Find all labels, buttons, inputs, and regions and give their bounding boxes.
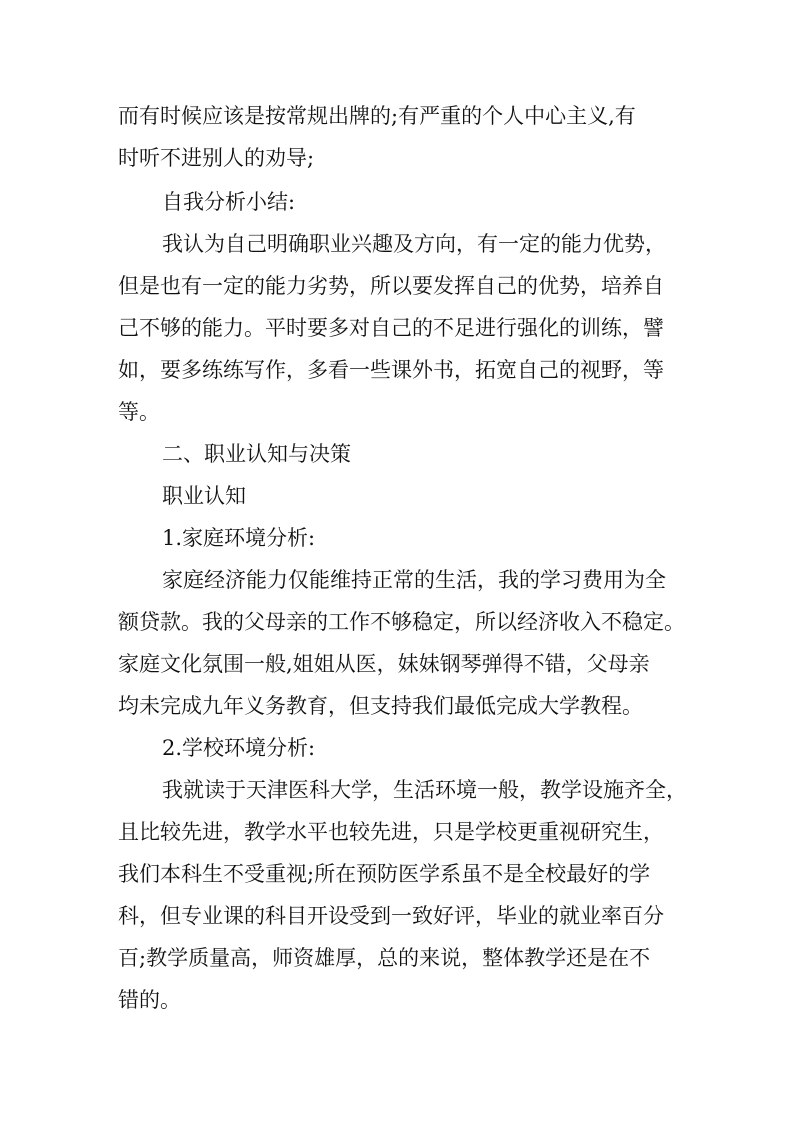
paragraph-line: 家庭文化氛围一般,姐姐从医，妹妹钢琴弹得不错，父母亲 — [118, 652, 650, 676]
paragraph-line: 额贷款。我的父母亲的工作不够稳定，所以经济收入不稳定。 — [118, 610, 685, 634]
subsection-title: 1.家庭环境分析: — [162, 526, 316, 550]
section-subheading: 职业认知 — [162, 484, 246, 508]
paragraph-line: 家庭经济能力仅能维持正常的生活，我的学习费用为全 — [162, 568, 666, 592]
text-line: 而有时候应该是按常规出牌的;有严重的个人中心主义,有 — [118, 104, 636, 128]
paragraph-line: 但是也有一定的能力劣势，所以要发挥自己的优势，培养自 — [118, 274, 664, 298]
paragraph-line: 错的。 — [118, 988, 181, 1012]
paragraph-line: 我们本科生不受重视;所在预防医学系虽不是全校最好的学 — [118, 862, 651, 886]
paragraph-line: 我认为自己明确职业兴趣及方向，有一定的能力优势， — [162, 232, 666, 256]
paragraph-line: 且比较先进，教学水平也较先进，只是学校更重视研究生， — [118, 820, 664, 844]
section-heading: 二、职业认知与决策 — [162, 442, 351, 466]
paragraph-line: 科，但专业课的科目开设受到一致好评，毕业的就业率百分 — [118, 904, 664, 928]
paragraph-line: 如，要多练练写作，多看一些课外书，拓宽自己的视野，等 — [118, 358, 664, 382]
paragraph-line: 我就读于天津医科大学，生活环境一般，教学设施齐全， — [162, 778, 687, 802]
paragraph-line: 均未完成九年义务教育，但支持我们最低完成大学教程。 — [118, 694, 643, 718]
text-line: 时听不进别人的劝导; — [118, 146, 315, 170]
section-subtitle: 自我分析小结: — [162, 190, 296, 214]
paragraph-line: 等。 — [118, 400, 160, 424]
subsection-title: 2.学校环境分析: — [162, 736, 316, 760]
paragraph-line: 百;教学质量高，师资雄厚，总的来说，整体教学还是在不 — [118, 946, 651, 970]
paragraph-line: 己不够的能力。平时要多对自己的不足进行强化的训练，譬 — [118, 316, 664, 340]
